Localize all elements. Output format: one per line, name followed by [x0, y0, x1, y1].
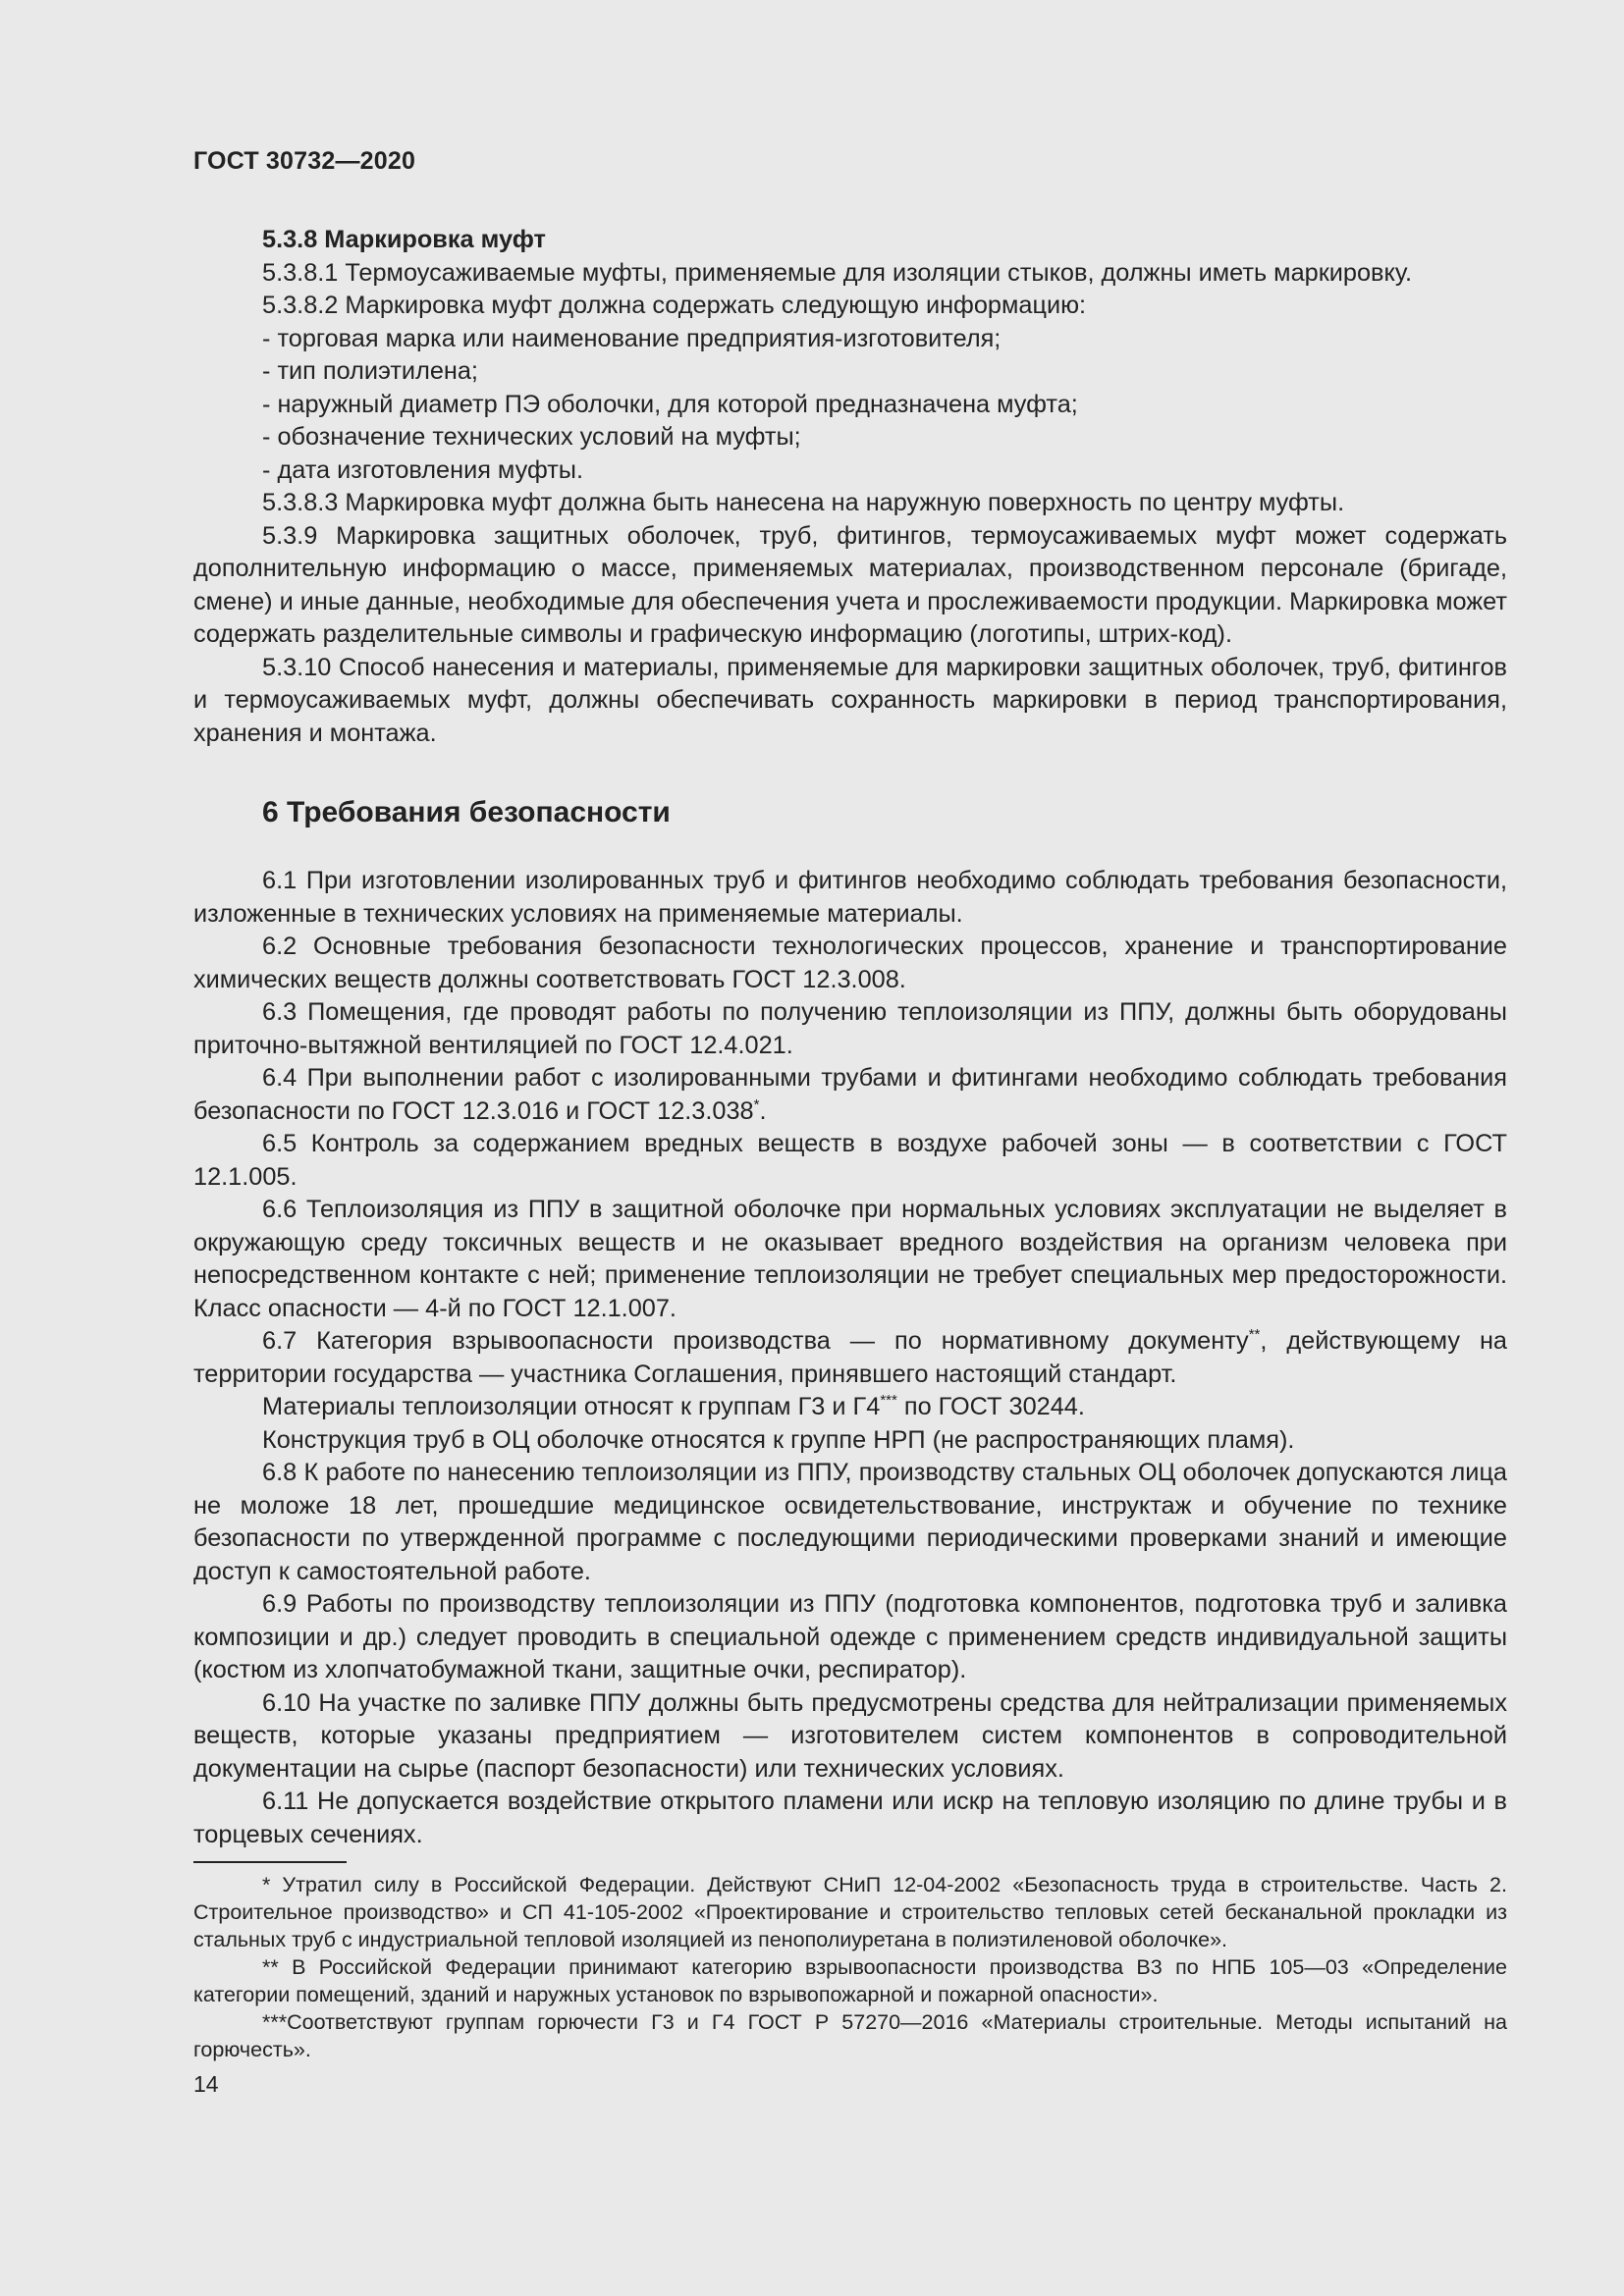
paragraph-5-3-9: 5.3.9 Маркировка защитных оболочек, труб, фитингов, термоусаживаемых муфт может содержать дополнительную информацию о массе, применяемых материалах, производственном персонале (бригаде, смене) и иные данные, необходимые для обеспечения учета и прослеживаемости продукции. Маркировка может содержать разделительные символы и графическую информацию (логотипы, штрих-код).	[193, 521, 1507, 648]
footnote-1: * Утратил силу в Российской Федерации. Действуют СНиП 12-04-2002 «Безопасность труда в строительстве. Часть 2. Строительное производство» и СП 41-105-2002 «Проектирование и строительство тепловых сетей бесканальной прокладки из стальных труб с индустриальной тепловой изоляцией из пенополиуретана в полиэтиленовой оболочке».	[193, 1873, 1507, 1951]
document-body	[193, 224, 1507, 2063]
paragraph-6-7-text-a: 6.7 Категория взрывоопасности производства — по нормативному документу	[262, 1327, 1249, 1355]
clause-title-5-3-8: 5.3.8 Маркировка муфт	[262, 226, 546, 253]
paragraph-5-3-8-1: 5.3.8.1 Термоусаживаемые муфты, применяемые для изоляции стыков, должны иметь маркировку.	[262, 258, 1412, 287]
paragraph-6-7-npr: Конструкция труб в ОЦ оболочке относятся к группе НРП (не распространяющих пламя).	[262, 1425, 1295, 1454]
paragraph-6-7	[193, 1325, 1507, 1391]
paragraph-6-7-groups-a: Материалы теплоизоляции относят к группам Г3 и Г4	[262, 1393, 881, 1420]
paragraph-5-3-10: 5.3.10 Способ нанесения и материалы, применяемые для маркировки защитных оболочек, труб, фитингов и термоусаживаемых муфт, должны обеспечивать сохранность маркировки в период транспортирования, хранения и монтажа.	[193, 653, 1507, 747]
document-id-header: ГОСТ 30732—2020	[193, 147, 416, 175]
paragraph-6-7-text-b: , действующему на территории государства — участника Соглашения, принявшего настоящий стандарт.	[193, 1327, 1507, 1388]
footnote-ref-1: *	[753, 1095, 760, 1113]
section-title-6: 6 Требования безопасности	[262, 796, 671, 828]
footnote-divider	[193, 1861, 347, 1863]
footnote-3: ***Соответствуют группам горючести Г3 и Г4 ГОСТ Р 57270—2016 «Материалы строительные. Методы испытаний на горючесть».	[193, 2010, 1507, 2061]
footnotes	[193, 1871, 1507, 2063]
paragraph-6-4	[193, 1062, 1507, 1128]
list-item: - торговая марка или наименование предприятия-изготовителя;	[262, 324, 1001, 352]
footnote-2: ** В Российской Федерации принимают категорию взрывоопасности производства В3 по НПБ 105—03 «Определение категории помещений, зданий и наружных установок по взрывопожарной и пожарной опасности».	[193, 1955, 1507, 2006]
list-item: - тип полиэтилена;	[262, 357, 478, 385]
footnote-ref-3: ***	[880, 1392, 897, 1409]
paragraph-6-6: 6.6 Теплоизоляция из ППУ в защитной оболочке при нормальных условиях эксплуатации не выделяет в окружающую среду токсичных веществ и не оказывает вредного воздействия на организм человека при непосредственном контакте с ней; применение теплоизоляции не требует специальных мер предосторожности. Класс опасности — 4-й по ГОСТ 12.1.007.	[193, 1196, 1507, 1322]
paragraph-5-3-8-3: 5.3.8.3 Маркировка муфт должна быть нанесена на наружную поверхность по центру муфты.	[262, 489, 1345, 516]
paragraph-6-4-end: .	[759, 1096, 767, 1125]
paragraph-6-3: 6.3 Помещения, где проводят работы по получению теплоизоляции из ППУ, должны быть оборудованы приточно-вытяжной вентиляцией по ГОСТ 12.4.021.	[193, 998, 1507, 1059]
paragraph-6-11: 6.11 Не допускается воздействие открытого пламени или искр на тепловую изоляцию по длине трубы и в торцевых сечениях.	[193, 1788, 1507, 1848]
paragraph-6-1: 6.1 При изготовлении изолированных труб и фитингов необходимо соблюдать требования безопасности, изложенные в технических условиях на применяемые материалы.	[193, 867, 1507, 928]
footnote-ref-2: **	[1248, 1326, 1261, 1343]
list-item: - обозначение технических условий на муфты;	[262, 423, 801, 451]
paragraph-6-4-text: 6.4 При выполнении работ с изолированными трубами и фитингами необходимо соблюдать требования безопасности по ГОСТ 12.3.016 и ГОСТ 12.3.038	[193, 1064, 1507, 1125]
paragraph-6-8: 6.8 К работе по нанесению теплоизоляции из ППУ, производству стальных ОЦ оболочек допускаются лица не моложе 18 лет, прошедшие медицинское освидетельствование, инструктаж и обучение по технике безопасности по утвержденной программе с последующими периодическими проверками знаний и имеющие доступ к самостоятельной работе.	[193, 1459, 1507, 1585]
paragraph-6-5: 6.5 Контроль за содержанием вредных веществ в воздухе рабочей зоны — в соответствии с ГОСТ 12.1.005.	[193, 1130, 1507, 1191]
paragraph-6-2: 6.2 Основные требования безопасности технологических процессов, хранение и транспортирование химических веществ должны соответствовать ГОСТ 12.3.008.	[193, 933, 1507, 993]
paragraph-5-3-8-2: 5.3.8.2 Маркировка муфт должна содержать следующую информацию:	[262, 292, 1087, 319]
page-number: 14	[193, 2071, 219, 2097]
paragraph-6-10: 6.10 На участке по заливке ППУ должны быть предусмотрены средства для нейтрализации применяемых веществ, которые указаны предприятием — изготовителем систем компонентов в сопроводительной документации на сырье (паспорт безопасности) или технических условиях.	[193, 1688, 1507, 1783]
paragraph-6-9: 6.9 Работы по производству теплоизоляции из ППУ (подготовка компонентов, подготовка труб и заливка композиции и др.) следует проводить в специальной одежде с применением средств индивидуальной защиты (костюм из хлопчатобумажной ткани, защитные очки, респиратор).	[193, 1590, 1507, 1683]
paragraph-6-7-groups-b: по ГОСТ 30244.	[896, 1393, 1085, 1420]
list-item: - дата изготовления муфты.	[262, 455, 584, 484]
list-item: - наружный диаметр ПЭ оболочки, для которой предназначена муфта;	[262, 390, 1078, 418]
paragraph-6-7-groups	[193, 1391, 1507, 1424]
